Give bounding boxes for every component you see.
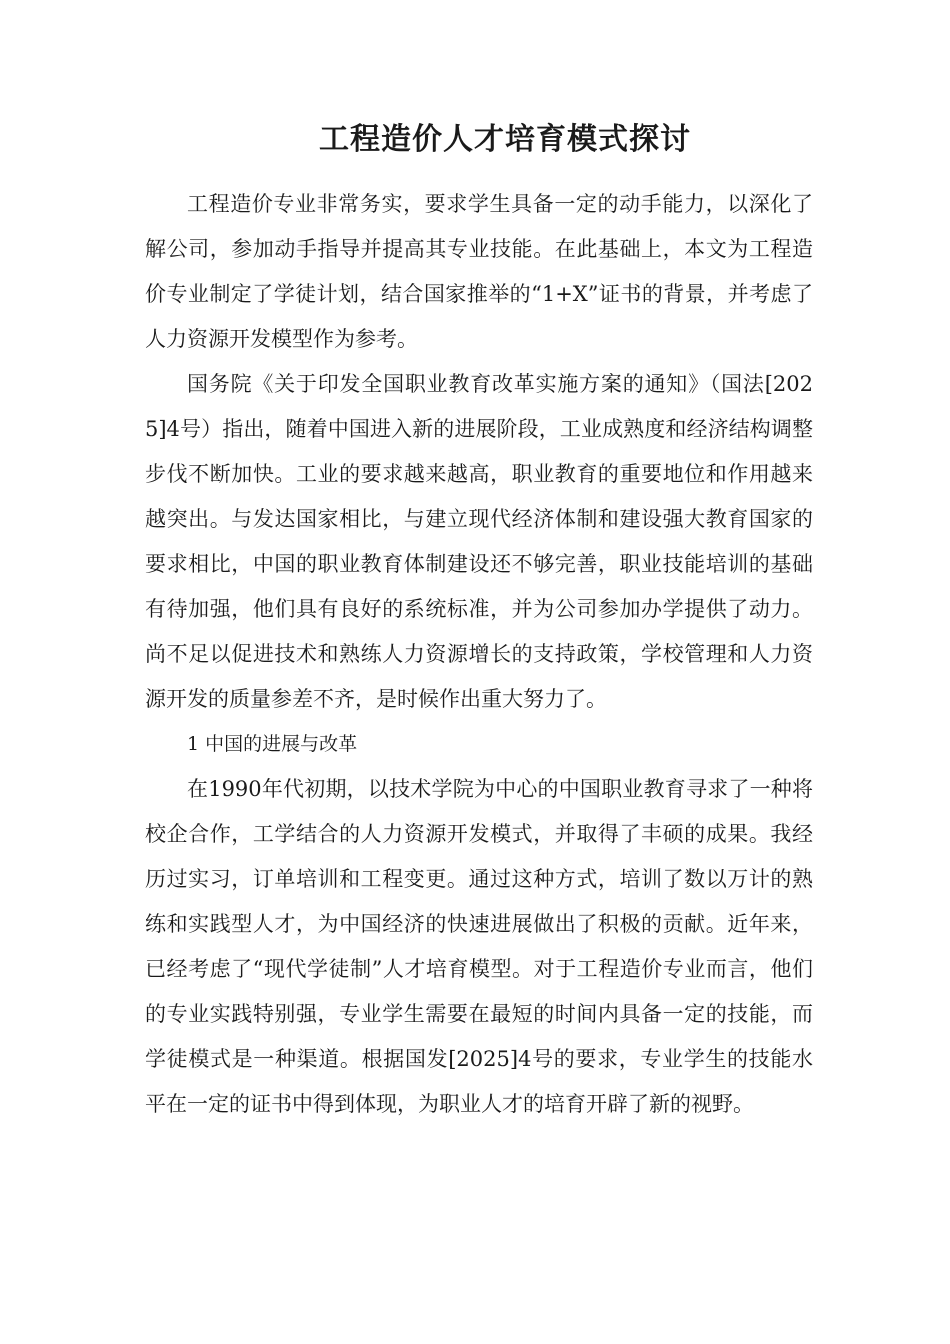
paragraph-intro: 工程造价专业非常务实，要求学生具备一定的动手能力，以深化了解公司，参加动手指导并提高其专业技能。在此基础上，本文为工程造价专业制定了学徒计划，结合国家推举的“1+X”证书的背景，并考虑了人力资源开发模型作为参考。 — [145, 192, 813, 351]
paragraph-state-council: 国务院《关于印发全国职业教育改革实施方案的通知》（国法[2025]4号）指出，随着中国进入新的进展阶段，工业成熟度和经济结构调整步伐不断加快。工业的要求越来越高，职业教育的重要地位和作用越来越突出。与发达国家相比，与建立现代经济体制和建设强大教育国家的要求相比，中国的职业教育体制建设还不够完善，职业技能培训的基础有待加强，他们具有良好的系统标准，并为公司参加办学提供了动力。尚不足以促进技术和熟练人力资源增长的支持政策，学校管理和人力资源开发的质量参差不齐，是时候作出重大努力了。 — [145, 372, 813, 711]
document-title: 工程造价人才培育模式探讨 — [319, 122, 691, 157]
paragraph-section-1: 在1990年代初期，以技术学院为中心的中国职业教育寻求了一种将校企合作，工学结合的人力资源开发模式，并取得了丰硕的成果。我经历过实习，订单培训和工程变更。通过这种方式，培训了数以万计的熟练和实践型人才，为中国经济的快速进展做出了积极的贡献。近年来，已经考虑了“现代学徒制”人才培育模型。对于工程造价专业而言，他们的专业实践特别强，专业学生需要在最短的时间内具备一定的技能，而学徒模式是一种渠道。根据国发[2025]4号的要求，专业学生的技能水平在一定的证书中得到体现，为职业人才的培育开辟了新的视野。 — [145, 777, 813, 1116]
document-body — [145, 182, 813, 1127]
section-heading: 1 中国的进展与改革 — [187, 733, 358, 755]
